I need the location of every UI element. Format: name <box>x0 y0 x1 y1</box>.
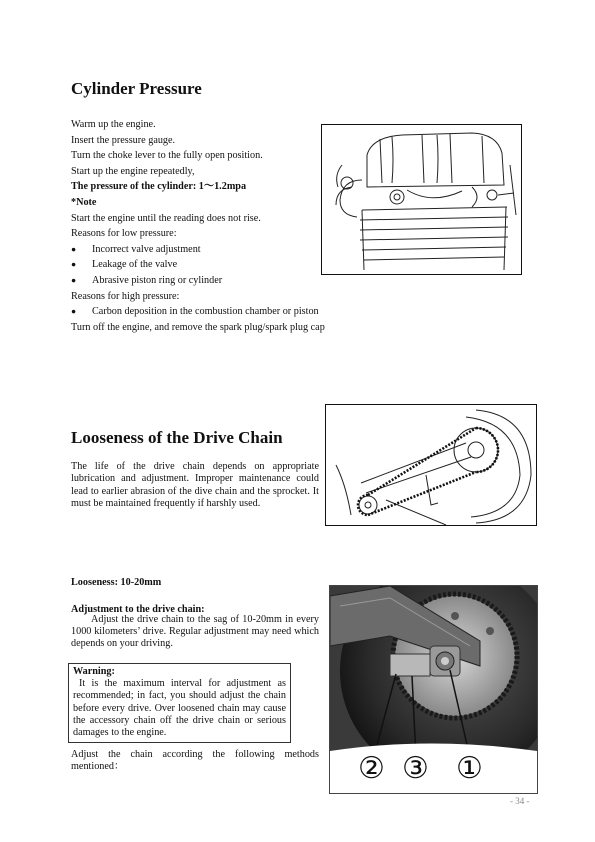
step-line: Start up the engine repeatedly, <box>71 165 195 177</box>
callout-1: ① <box>456 751 483 786</box>
note-label: *Note <box>71 196 97 208</box>
low-pressure-heading: Reasons for low pressure: <box>71 228 177 240</box>
adjustment-text: Adjust the drive chain to the sag of 10-20mm in every 1000 kilometers’ drive. Regular adjustment may need which depends on your driving. <box>71 614 319 650</box>
high-pressure-heading: Reasons for high pressure: <box>71 290 180 302</box>
adjust-methods-text: Adjust the chain according the following methods mentioned： <box>71 749 319 773</box>
drive-chain-figure <box>325 404 537 526</box>
step-line: Turn the choke lever to the fully open position. <box>71 150 263 162</box>
note-text: Start the engine until the reading does not rise. <box>71 212 261 224</box>
low-reason-item: ● Leakage of the valve <box>71 257 321 273</box>
callout-3: ③ <box>402 751 429 786</box>
engine-cylinder-figure <box>321 124 522 275</box>
warning-box <box>68 663 291 743</box>
low-reason-item: ● Incorrect valve adjustment <box>71 242 321 258</box>
final-step: Turn off the engine, and remove the spark plug/spark plug cap <box>71 321 325 333</box>
pressure-spec: The pressure of the cylinder: 1〜1.2mpa <box>71 181 247 193</box>
axle-adjuster-photo <box>329 585 538 794</box>
chain-line-drawing <box>326 405 536 525</box>
high-reason-item: ● Carbon deposition in the combustion chamber or piston <box>71 304 372 320</box>
warning-label: Warning: <box>73 666 115 677</box>
callout-2: ② <box>358 751 385 786</box>
drive-chain-paragraph: The life of the drive chain depends on appropriate lubrication and adjustment. Improper maintenance could lead to earlier abrasion of the dive chain and the sprocket. It must be maintained frequently if harshly used. <box>71 461 319 510</box>
section-title-drive-chain: Looseness of the Drive Chain <box>71 428 283 447</box>
warning-text: It is the maximum interval for adjustment as recommended; in fact, you should adjust the chain before every drive. Over loosened chain may cause the accessory chain off the drive chain or serious damages to the engine. <box>73 678 286 739</box>
adjustment-heading: Adjustment to the drive chain: <box>71 604 205 615</box>
cylinder-pressure-body <box>71 117 325 335</box>
section-title-cylinder-pressure: Cylinder Pressure <box>71 79 202 98</box>
low-reason-item: ● Abrasive piston ring or cylinder <box>71 273 321 289</box>
looseness-spec: Looseness: 10-20mm <box>71 577 162 588</box>
step-line: Warm up the engine. <box>71 119 156 130</box>
engine-line-drawing <box>322 125 521 274</box>
page-number: - 34 - <box>510 796 530 806</box>
step-line: Insert the pressure gauge. <box>71 134 176 146</box>
